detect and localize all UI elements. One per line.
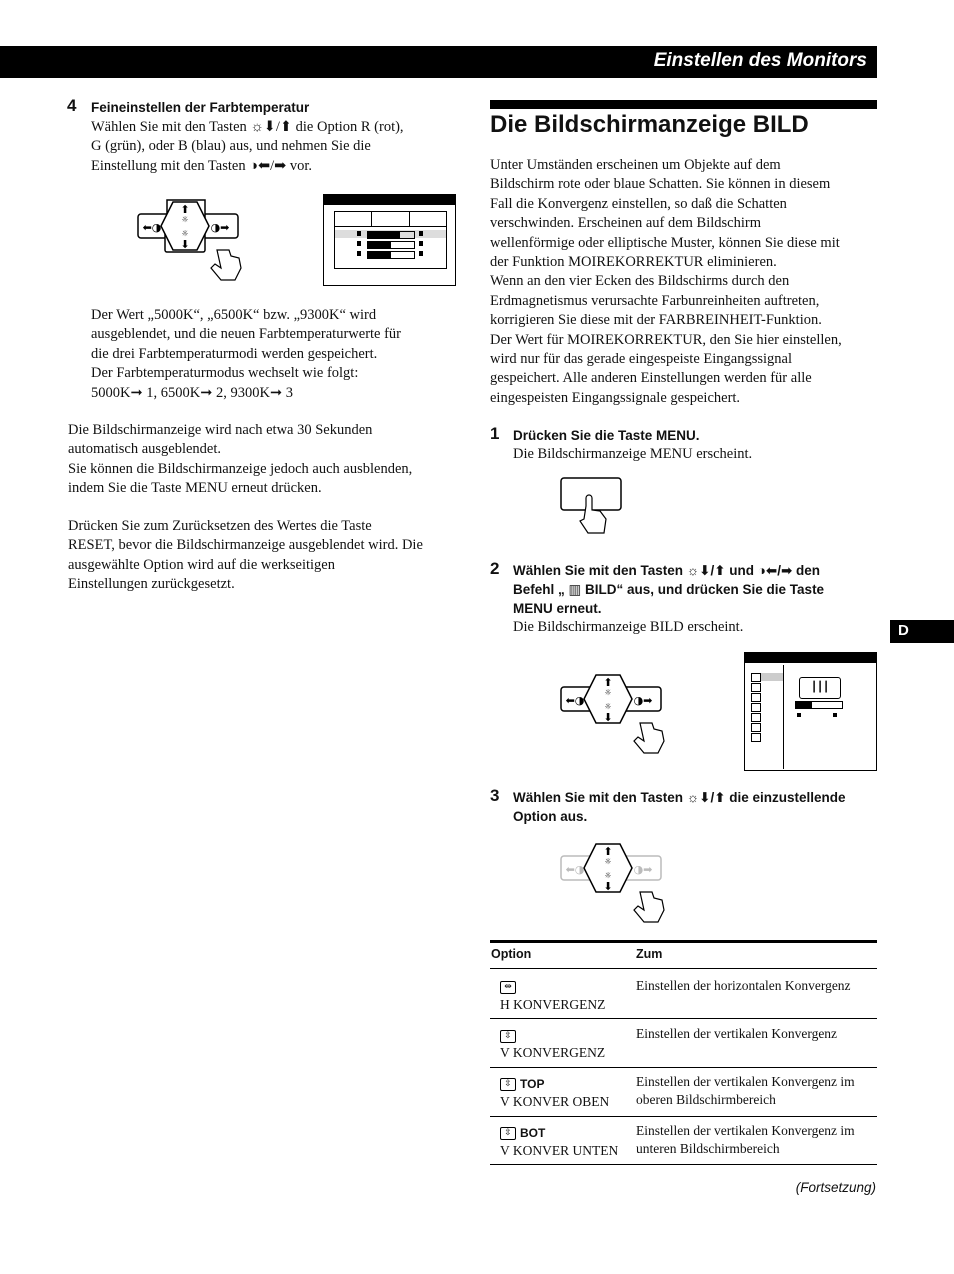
option-tag: BOT xyxy=(520,1126,546,1140)
text-line: indem Sie die Taste MENU erneut drücken. xyxy=(68,480,322,497)
step-2-number: 2 xyxy=(490,559,500,578)
language-tab-label: D xyxy=(898,622,909,639)
text-line: ausgeblendet, und die neuen Farbtemperaturwerte für xyxy=(91,326,402,343)
step-1-number: 1 xyxy=(490,424,500,443)
v-convergence-icon: ⇳ xyxy=(500,1030,516,1043)
menu-button-illustration xyxy=(558,476,628,546)
table-header-zum: Zum xyxy=(636,947,663,961)
svg-text:⬆: ⬆ xyxy=(603,676,613,689)
text-line: gespeichert. Alle anderen Einstellungen werden für alle xyxy=(490,370,812,387)
section-heading: Die Bildschirmanzeige BILD xyxy=(490,111,809,138)
text-line: Einstellen der vertikalen Konvergenz im xyxy=(636,1123,855,1138)
control-button-pad-illustration xyxy=(135,198,250,283)
step-4-text xyxy=(91,118,461,176)
table-row xyxy=(500,1075,544,1093)
step-1-text: Die Bildschirmanzeige MENU erscheint. xyxy=(513,446,753,462)
text-line: ausgewählte Option wird auf die werkseitigen xyxy=(68,556,335,573)
color-temperature-note xyxy=(91,306,471,403)
svg-text:⬇: ⬇ xyxy=(603,880,613,893)
step-3-number: 3 xyxy=(490,786,500,805)
text-line: die drei Farbtemperaturmodi werden gespeichert. xyxy=(91,345,378,362)
header-title: Einstellen des Monitors xyxy=(653,50,867,71)
step-4-title: Feineinstellen der Farbtemperatur xyxy=(91,100,310,115)
text-line: Erdmagnetismus verursachte Farbunreinheiten auftreten, xyxy=(490,292,820,309)
svg-text:⬅◑: ⬅◑ xyxy=(565,694,585,707)
reset-paragraph xyxy=(68,517,468,595)
text-line: korrigieren Sie diese mit der FARBREINHEIT-Funktion. xyxy=(490,312,822,329)
option-name: V KONVERGENZ xyxy=(500,1045,606,1060)
svg-text:⬆: ⬆ xyxy=(180,203,190,216)
svg-text:◑➡: ◑➡ xyxy=(210,221,230,234)
option-name: V KONVER OBEN xyxy=(500,1094,610,1109)
svg-text:⬅◑: ⬅◑ xyxy=(142,221,162,234)
text-line: automatisch ausgeblendet. xyxy=(68,441,222,458)
language-tab xyxy=(890,620,954,643)
text-line: Wählen Sie mit den Tasten ☼⬇/⬆ die einzustellende xyxy=(513,790,846,805)
text-line: RESET, bevor die Bildschirmanzeige ausgeblendet wird. Die xyxy=(68,537,423,554)
osd-menu-icon-column xyxy=(751,673,761,737)
svg-text:⬅◑: ⬅◑ xyxy=(565,863,585,876)
text-line: Einstellen der vertikalen Konvergenz im xyxy=(636,1074,855,1089)
text-line: verschwinden. Erscheinen auf dem Bildschirm xyxy=(490,215,761,232)
option-tag: TOP xyxy=(520,1077,545,1091)
text-line: Einstellungen zurückgesetzt. xyxy=(68,576,235,593)
h-convergence-icon: ⇹ xyxy=(500,981,516,994)
table-row xyxy=(500,1027,516,1045)
text-line: Befehl „ ▥ BILD“ aus, und drücken Sie die Taste xyxy=(513,582,825,597)
option-description: Einstellen der vertikalen Konvergenz xyxy=(636,1026,838,1041)
text-line: oberen Bildschirmbereich xyxy=(636,1092,776,1107)
text-line: Die Bildschirmanzeige wird nach etwa 30 Sekunden xyxy=(68,422,373,438)
text-line: wellenförmige oder elliptische Muster, können Sie diese mit xyxy=(490,234,840,251)
text-line: Der Wert für MOIREKORREKTUR, den Sie hier einstellen, xyxy=(490,331,842,348)
text-line: unteren Bildschirmbereich xyxy=(636,1141,780,1156)
table-row xyxy=(500,978,516,996)
osd-timeout-paragraph xyxy=(68,421,463,499)
text-line: Fall die Konvergenz einstellen, so daß die Schatten xyxy=(490,195,787,212)
svg-text:⬇: ⬇ xyxy=(603,711,613,724)
step-2-text: Die Bildschirmanzeige BILD erscheint. xyxy=(513,619,744,635)
option-name: H KONVERGENZ xyxy=(500,997,606,1012)
step-1-title: Drücken Sie die Taste MENU. xyxy=(513,428,700,443)
text-line: Bildschirm rote oder blaue Schatten. Sie können in diesem xyxy=(490,176,831,193)
osd-picture-screen xyxy=(744,652,877,771)
svg-text:☼: ☼ xyxy=(604,857,612,866)
intro-paragraph xyxy=(490,156,880,408)
option-name: V KONVER UNTEN xyxy=(500,1143,619,1158)
svg-text:◑➡: ◑➡ xyxy=(633,863,653,876)
text-line: Unter Umständen erscheinen um Objekte auf dem xyxy=(490,157,781,173)
svg-text:◑➡: ◑➡ xyxy=(633,694,653,707)
svg-text:☼: ☼ xyxy=(181,215,189,224)
text-line: Der Wert „5000K“, „6500K“ bzw. „9300K“ wird xyxy=(91,307,377,323)
text-line: eingespeisten Eingangssignale gespeichert. xyxy=(490,389,741,406)
svg-text:☼: ☼ xyxy=(604,702,612,711)
text-line: Der Farbtemperaturmodus wechselt wie folgt: xyxy=(91,365,359,382)
v-convergence-bottom-icon: ⇳ xyxy=(500,1127,516,1140)
osd-color-temperature-screen xyxy=(323,194,456,286)
table-top-rule xyxy=(490,940,877,943)
control-button-pad-illustration xyxy=(558,671,673,756)
text-line: Einstellung mit den Tasten ◑⬅/➡ vor. xyxy=(91,157,313,174)
v-convergence-top-icon: ⇳ xyxy=(500,1078,516,1091)
svg-text:☼: ☼ xyxy=(604,871,612,880)
control-button-pad-illustration xyxy=(558,840,673,925)
text-line: G (grün), oder B (blau) aus, und nehmen Sie die xyxy=(91,138,371,155)
svg-text:⬆: ⬆ xyxy=(603,845,613,858)
header-bar xyxy=(0,46,877,78)
text-line: Wählen Sie mit den Tasten ☼⬇/⬆ die Option R (rot), xyxy=(91,119,404,135)
option-description: Einstellen der horizontalen Konvergenz xyxy=(636,978,851,993)
table-header-option: Option xyxy=(491,947,532,961)
text-line: Sie können die Bildschirmanzeige jedoch auch ausblenden, xyxy=(68,460,413,477)
text-line: Wenn an den vier Ecken des Bildschirms durch den xyxy=(490,273,790,290)
table-row xyxy=(500,1124,545,1142)
svg-text:☼: ☼ xyxy=(181,229,189,238)
option-description xyxy=(636,1122,855,1158)
svg-text:☼: ☼ xyxy=(604,688,612,697)
heading-rule xyxy=(490,100,877,109)
text-line: wird nur für das gerade eingespeiste Eingangssignal xyxy=(490,351,792,368)
option-description xyxy=(636,1073,855,1109)
step-3-title xyxy=(513,788,883,826)
continued-label: (Fortsetzung) xyxy=(795,1180,876,1195)
text-line: Drücken Sie zum Zurücksetzen des Wertes die Taste xyxy=(68,518,372,534)
osd-convergence-icon: ┃┃┃ xyxy=(799,677,841,699)
step-4-number: 4 xyxy=(67,96,77,115)
text-line: 5000K➞ 1, 6500K➞ 2, 9300K➞ 3 xyxy=(91,384,293,401)
svg-text:⬇: ⬇ xyxy=(180,238,190,251)
text-line: Wählen Sie mit den Tasten ☼⬇/⬆ und ◑⬅/➡ den xyxy=(513,563,821,578)
text-line: Option aus. xyxy=(513,809,588,824)
text-line: MENU erneut. xyxy=(513,601,602,616)
step-2-title xyxy=(513,561,883,618)
text-line: der Funktion MOIREKORREKTUR eliminieren. xyxy=(490,254,777,271)
